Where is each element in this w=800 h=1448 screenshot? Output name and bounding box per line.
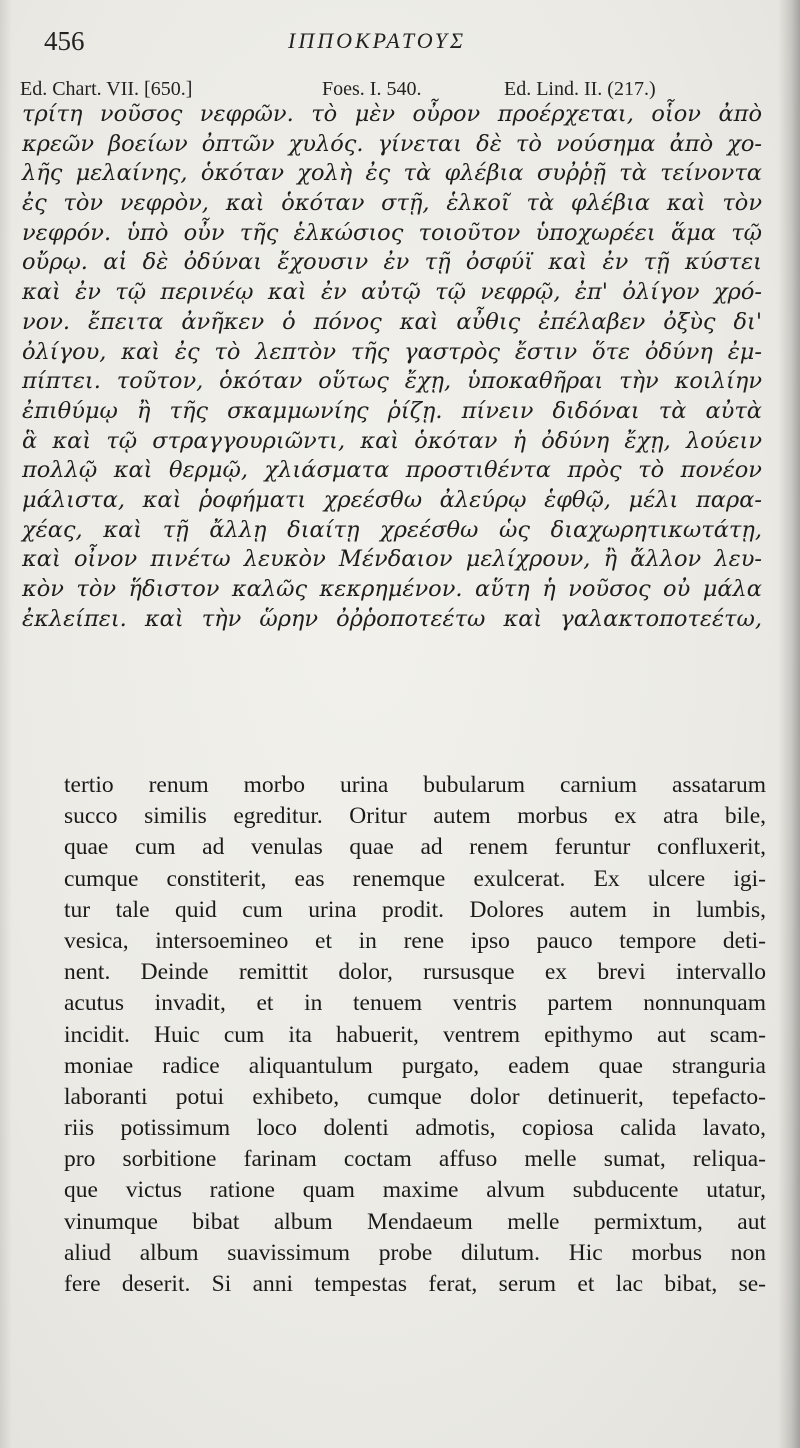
page-header <box>40 26 760 66</box>
latin-line: succo similis egreditur. Oritur autem morbus ex atra bile, <box>64 803 766 830</box>
greek-line: οὔρῳ. αἱ δὲ ὀδύναι ἔχουσιν ἐν τῇ ὀσφύϊ καὶ ἐν τῇ κύστει <box>22 249 762 276</box>
greek-line: κρεῶν βοείων ὀπτῶν χυλός. γίνεται δὲ τὸ νούσημα ἀπὸ χο- <box>22 130 762 157</box>
greek-line: κὸν τὸν ἥδιστον καλῶς κεκρημένον. αὕτη ἡ νοῦσος οὐ μάλα <box>22 576 762 602</box>
greek-line: νεφρόν. ὑπὸ οὖν τῆς ἑλκώσιος τοιοῦτον ὑποχωρέει ἅμα τῷ <box>22 219 762 246</box>
greek-line: καὶ ἐν τῷ περινέῳ καὶ ἐν αὐτῷ τῷ νεφρῷ, ἐπ' ὀλίγον χρό- <box>22 279 762 306</box>
greek-line: ὀλίγου, καὶ ἐς τὸ λεπτὸν τῆς γαστρὸς ἔστιν ὅτε ὀδύνη ἐμ- <box>22 338 762 365</box>
greek-line: πολλῷ καὶ θερμῷ, χλιάσματα προστιθέντα πρὸς τὸ πονέον <box>22 457 762 484</box>
latin-line: que victus ratione quam maxime alvum subducente utatur, <box>64 1177 766 1204</box>
latin-line: vesica, intersoemineo et in rene ipso pauco tempore deti- <box>64 927 766 954</box>
greek-line: λῆς μελαίνης, ὁκόταν χολὴ ἐς τὰ φλέβια συῤῥῇ τὰ τείνοντα <box>22 160 762 187</box>
greek-line: τρίτη νοῦσος νεφρῶν. τὸ μὲν οὖρον προέρχεται, οἷον ἀπὸ <box>22 101 762 127</box>
running-title: ΙΠΠΟΚΡΑΤΟΥΣ <box>288 28 467 53</box>
greek-line: ἐκλείπει. καὶ τὴν ὥρην ὀῤῥοποτεέτω καὶ γαλακτοποτεέτω, <box>22 605 762 632</box>
page-left-shadow <box>0 0 12 1448</box>
greek-line: πίπτει. τοῦτον, ὁκόταν οὕτως ἔχῃ, ὑποκαθῆραι τὴν κοιλίην <box>22 368 762 395</box>
greek-line: ἐπιθύμῳ ἢ τῆς σκαμμωνίης ῥίζῃ. πίνειν διδόναι τὰ αὐτὰ <box>22 397 762 424</box>
latin-line: tertio renum morbo urina bubularum carnium assatarum <box>64 772 766 798</box>
latin-line: riis potissimum loco dolenti admotis, copiosa calida lavato, <box>64 1115 766 1142</box>
latin-line: laboranti potui exhibeto, cumque dolor detinuerit, tepefacto- <box>64 1083 766 1110</box>
greek-line: καὶ οἶνον πινέτω λευκὸν Μένδαιον μελίχρουν, ἢ ἄλλον λευ- <box>22 546 762 573</box>
latin-line: incidit. Huic cum ita habuerit, ventrem epithymo aut scam- <box>64 1021 766 1048</box>
latin-line: aliud album suavissimum probe dilutum. Hic morbus non <box>64 1239 766 1266</box>
page-number: 456 <box>44 26 85 56</box>
greek-line: νον. ἔπειτα ἀνῆκεν ὁ πόνος καὶ αὖθις ἐπέλαβεν ὀξὺς δι' <box>22 308 762 335</box>
greek-line: μάλιστα, καὶ ῥοφήματι χρεέσθω ἀλεύρῳ ἑφθῷ, μέλι παρα- <box>22 486 762 513</box>
latin-line: quae cum ad venulas quae ad renem feruntur confluxerit, <box>64 834 766 861</box>
latin-translation-block <box>64 770 766 1300</box>
page-right-shadow <box>778 0 800 1448</box>
chartier-edition-ref: Ed. Chart. VII. [650.] <box>20 78 193 100</box>
greek-line: ἃ καὶ τῷ στραγγουριῶντι, καὶ ὁκόταν ἡ ὀδύνη ἔχῃ, λούειν <box>22 427 762 454</box>
greek-line: ἐς τὸν νεφρὸν, καὶ ὁκόταν στῇ, ἑλκοῖ τὰ φλέβια καὶ τὸν <box>22 190 762 217</box>
greek-line: χέας, καὶ τῇ ἄλλῃ διαίτῃ χρεέσθω ὡς διαχωρητικωτάτῃ, <box>22 516 762 543</box>
latin-line: acutus invadit, et in tenuem ventris partem nonnunquam <box>64 990 766 1017</box>
foesius-edition-ref: Foes. I. 540. <box>322 78 422 100</box>
latin-line: tur tale quid cum urina prodit. Dolores autem in lumbis, <box>64 896 766 923</box>
latin-line: moniae radice aliquantulum purgato, eadem quae stranguria <box>64 1052 766 1079</box>
latin-line: vinumque bibat album Mendaeum melle permixtum, aut <box>64 1208 766 1235</box>
latin-line: fere deserit. Si anni tempestas ferat, serum et lac bibat, se- <box>64 1271 766 1297</box>
latin-line: cumque constiterit, eas renemque exulcerat. Ex ulcere igi- <box>64 865 766 892</box>
latin-line: pro sorbitione farinam coctam affuso melle sumat, reliqua- <box>64 1146 766 1173</box>
linden-edition-ref: Ed. Lind. II. (217.) <box>504 78 656 100</box>
greek-text-block <box>22 100 762 634</box>
latin-line: nent. Deinde remittit dolor, rursusque ex brevi intervallo <box>64 959 766 986</box>
